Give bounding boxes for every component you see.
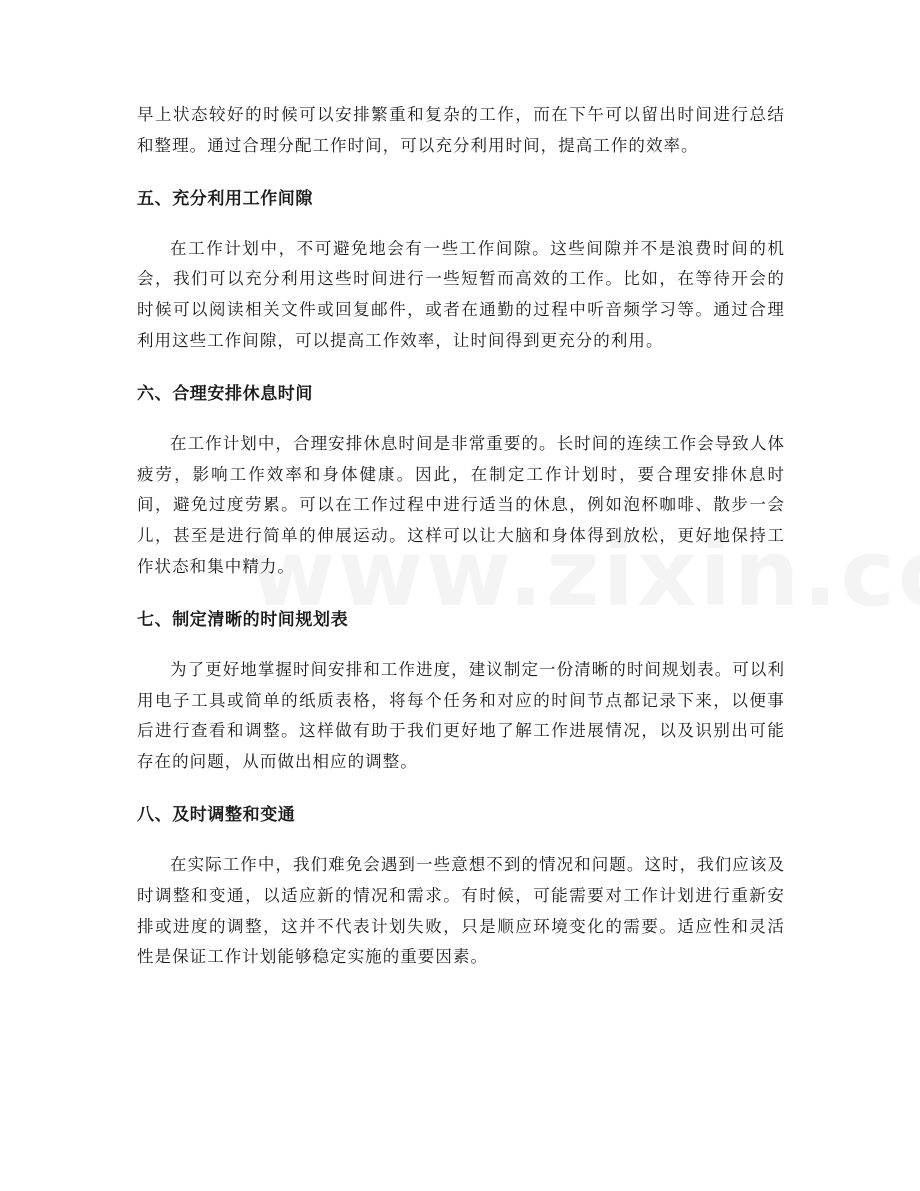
section-5-heading: 五、充分利用工作间隙 [137,188,313,209]
intro-paragraph: 早上状态较好的时候可以安排繁重和复杂的工作，而在下午可以留出时间进行总结和整理。通过合理分配工作时间，可以充分利用时间，提高工作的效率。 [137,105,785,155]
document-body [137,100,785,973]
section-6-heading: 六、合理安排休息时间 [137,383,313,404]
section-5-paragraph: 在工作计划中，不可避免地会有一些工作间隙。这些间隙并不是浪费时间的机会，我们可以充分利用这些时间进行一些短暂而高效的工作。比如，在等待开会的时候可以阅读相关文件或回复邮件，或者在通勤的过程中听音频学习等。通过合理利用这些工作间隙，可以提高工作效率，让时间得到更充分的利用。 [137,238,785,350]
section-7-paragraph: 为了更好地掌握时间安排和工作进度，建议制定一份清晰的时间规划表。可以利用电子工具或简单的纸质表格，将每个任务和对应的时间节点都记录下来，以便事后进行查看和调整。这样做有助于我们更好地了解工作进展情况，以及识别出可能存在的问题，从而做出相应的调整。 [137,659,785,772]
section-6-paragraph: 在工作计划中，合理安排休息时间是非常重要的。长时间的连续工作会导致人体疲劳，影响工作效率和身体健康。因此，在制定工作计划时，要合理安排休息时间，避免过度劳累。可以在工作过程中进行适当的休息，例如泡杯咖啡、散步一会儿，甚至是进行简单的伸展运动。这样可以让大脑和身体得到放松，更好地保持工作状态和集中精力。 [137,433,785,576]
section-8-heading: 八、及时调整和变通 [137,804,296,825]
section-8-paragraph: 在实际工作中，我们难免会遇到一些意想不到的情况和问题。这时，我们应该及时调整和变通，以适应新的情况和需求。有时候，可能需要对工作计划进行重新安排或进度的调整，这并不代表计划失败，只是顺应环境变化的需要。适应性和灵活性是保证工作计划能够稳定实施的重要因素。 [137,854,785,967]
section-7-heading: 七、制定清晰的时间规划表 [137,609,349,630]
